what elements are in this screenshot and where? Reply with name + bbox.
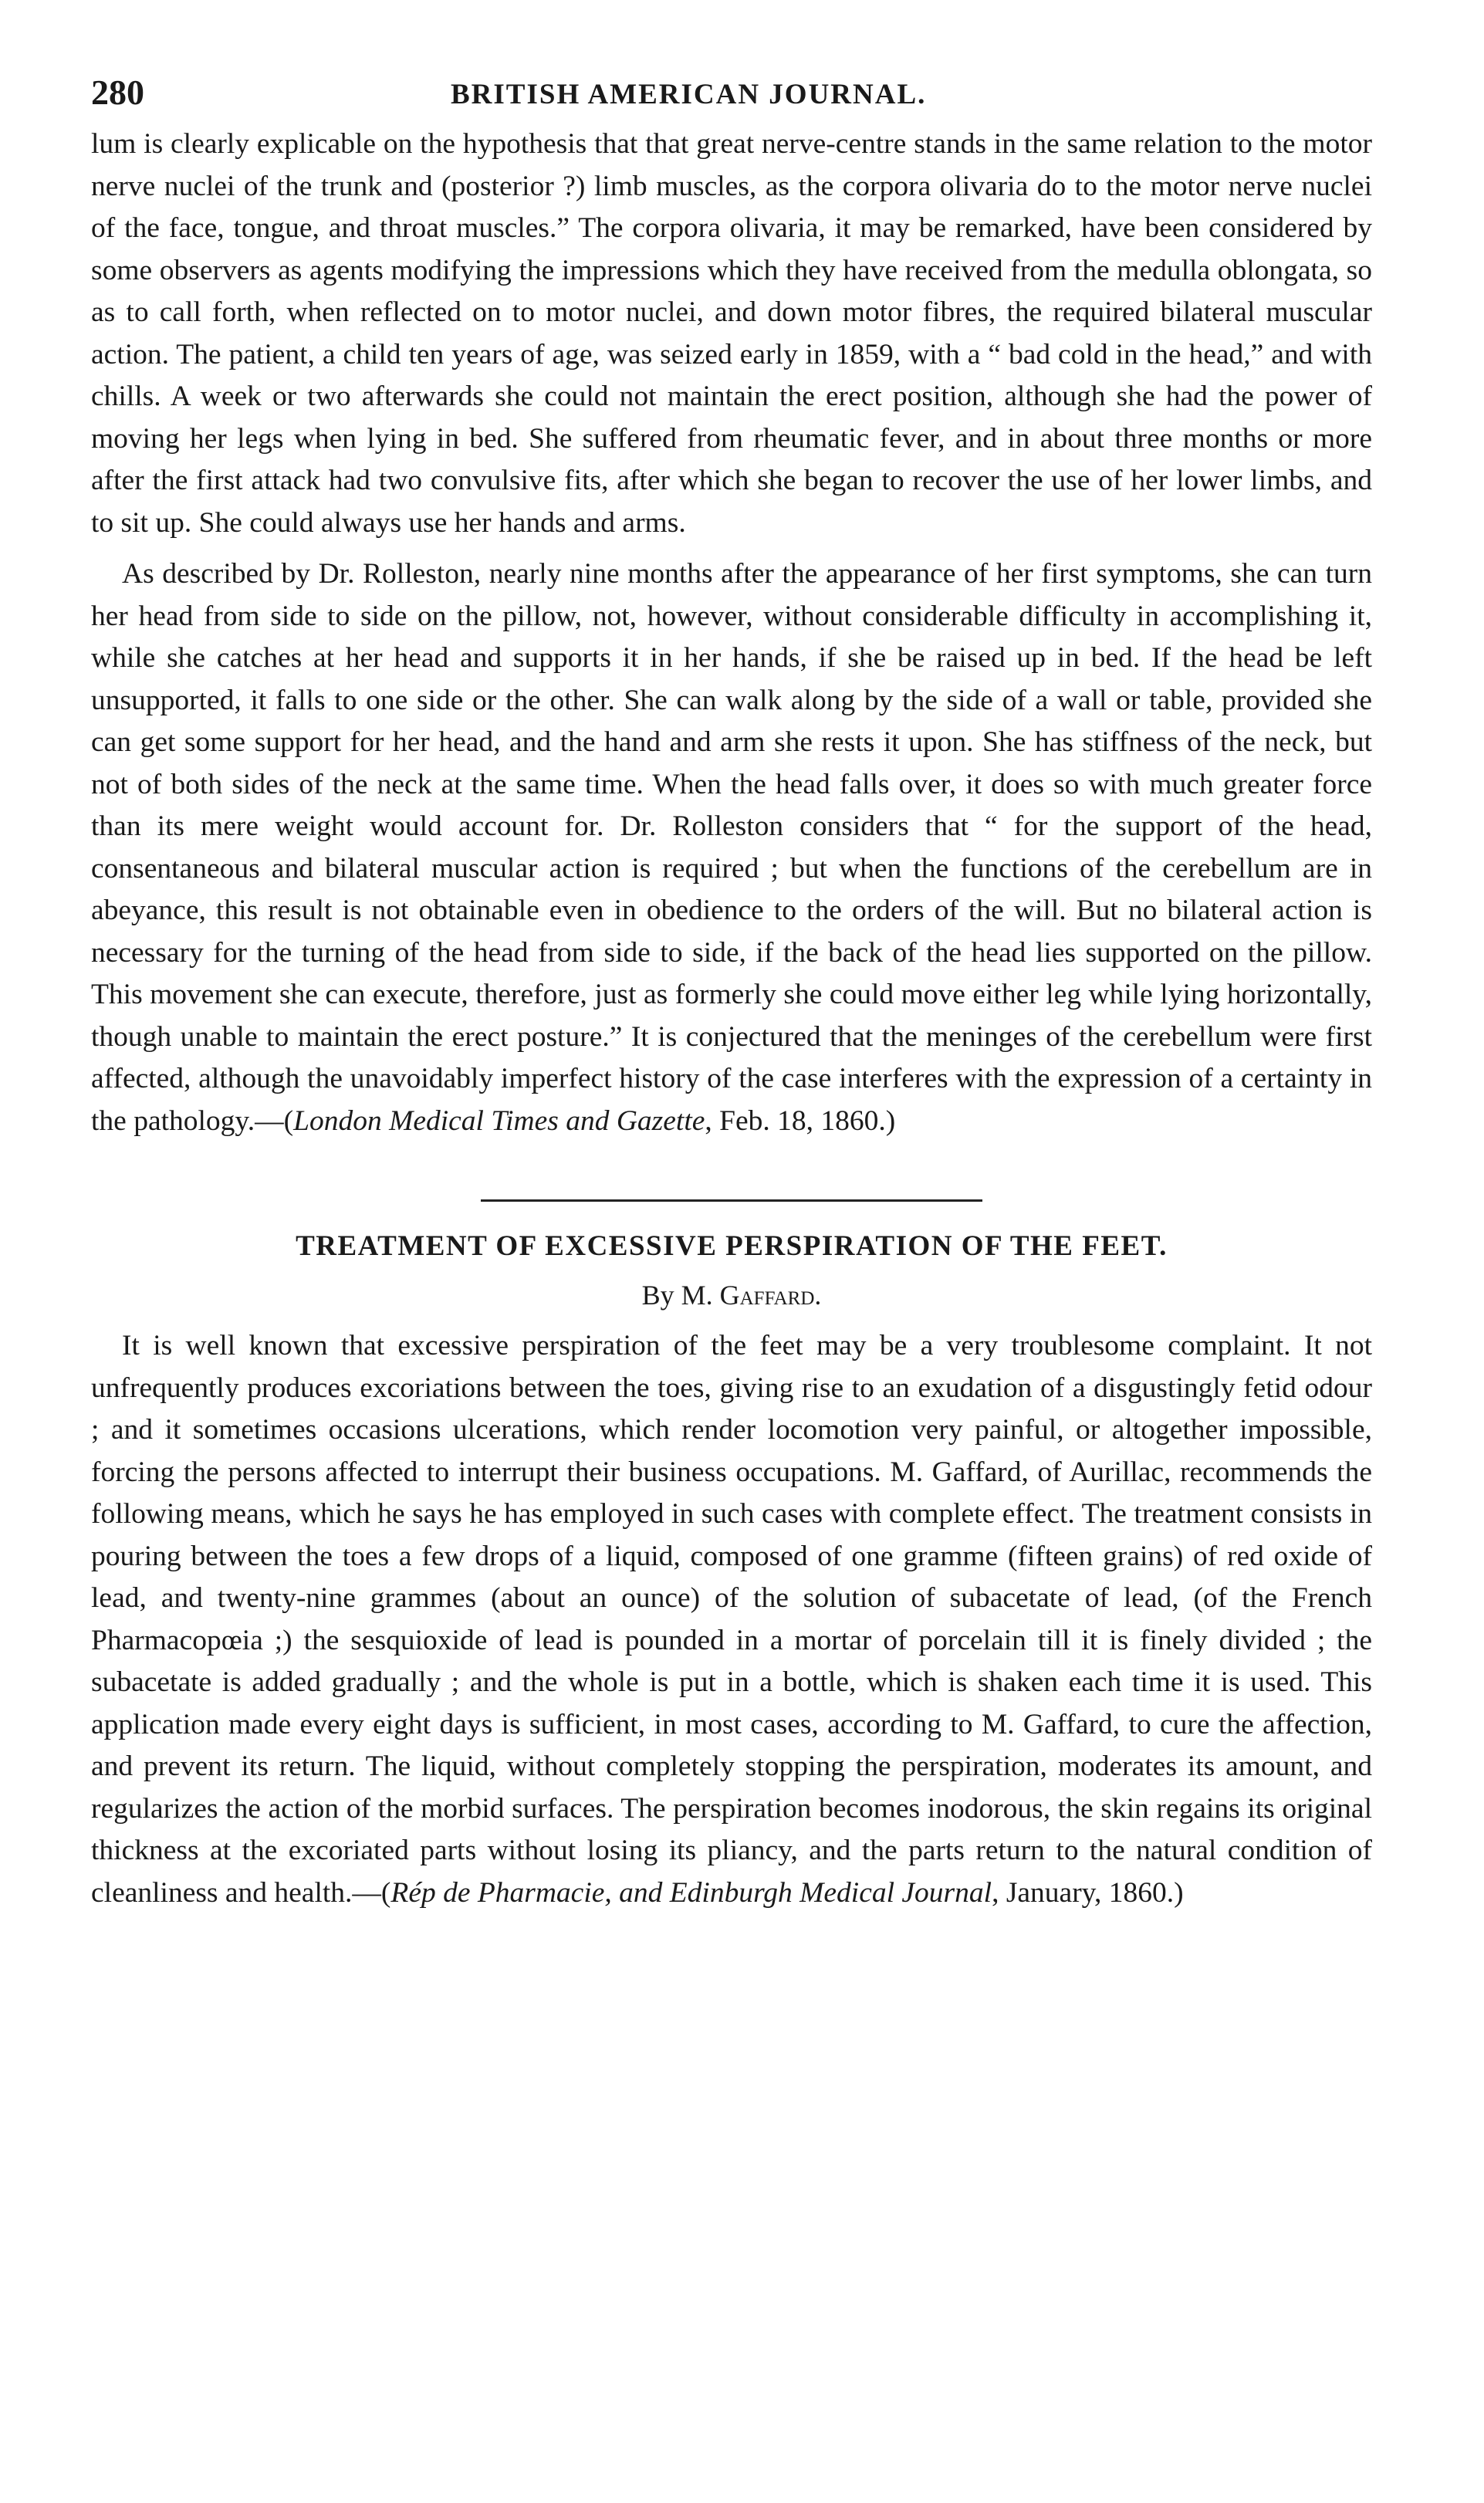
- article-perspiration-treatment: [91, 1225, 1372, 1914]
- page-number: 280: [91, 73, 144, 112]
- article2-paragraph-1: [91, 1325, 1372, 1914]
- byline-author: Gaffard.: [719, 1280, 822, 1311]
- article1-citation-date: , Feb. 18, 1860.): [705, 1104, 896, 1137]
- article1-paragraph-1: [91, 123, 1372, 544]
- section-divider: [481, 1199, 982, 1202]
- article2-citation-date: , January, 1860.): [992, 1876, 1184, 1909]
- journal-title: BRITISH AMERICAN JOURNAL.: [451, 79, 927, 110]
- article-cerebellum-case: [91, 123, 1372, 1142]
- article2-citation-source: Rép de Pharmacie, and Edinburgh Medical Journal: [390, 1876, 992, 1909]
- running-head: [91, 69, 1372, 123]
- byline-prefix: By M.: [641, 1280, 720, 1311]
- journal-page: [91, 69, 1372, 1914]
- article2-byline: [91, 1273, 1372, 1317]
- article1-paragraph-2-text: As described by Dr. Rolleston, nearly nine months after the appearance of her first symptoms, she can turn her head from side to side on the pillow, not, however, without considerable difficulty in accomplishing it, while she catches at her head and supports it in her hands, if she be raised up in bed. If the head be left unsupported, it falls to one side or the other. She can walk along by the side of a wall or table, provided she can get some support for her head, and the hand and arm she rests it upon. She has stiffness of the neck, but not of both sides of the neck at the same time. When the head falls over, it does so with much greater force than its mere weight would account for. Dr. Rolleston considers that “ for the support of the head, consentaneous and bilateral muscular action is required ; but when the functions of the cerebellum are in abeyance, this result is not obtainable even in obedience to the orders of the will. But no bilateral action is necessary for the turning of the head from side to side, if the back of the head lies supported on the pillow. This movement she can execute, therefore, just as formerly she could move either leg while lying horizontally, though unable to maintain the erect posture.” It is conjectured that the meninges of the cerebellum were first affected, although the unavoidably imperfect history of the case interferes with the expression of a certainty in the pathology.—(: [91, 558, 1372, 1137]
- article1-paragraph-2: [91, 553, 1372, 1142]
- article1-citation-source: London Medical Times and Gazette: [293, 1104, 705, 1137]
- article2-paragraph-1-text: It is well known that excessive perspiration of the feet may be a very troublesome complaint. It not unfrequently produces excoriations between the toes, giving rise to an exudation of a disgustingly fetid odour ; and it sometimes occasions ulcerations, which render locomotion very painful, or altogether impossible, forcing the persons affected to interrupt their business occupations. M. Gaffard, of Aurillac, recommends the following means, which he says he has employed in such cases with complete effect. The treatment consists in pouring between the toes a few drops of a liquid, composed of one gramme (fifteen grains) of red oxide of lead, and twenty-nine grammes (about an ounce) of the solution of subacetate of lead, (of the French Pharmacopœia ;) the sesquioxide of lead is pounded in a mortar of porcelain till it is finely divided ; the subacetate is added gradually ; and the whole is put in a bottle, which is shaken each time it is used. This application made every eight days is sufficient, in most cases, according to M. Gaffard, to cure the affection, and prevent its return. The liquid, without completely stopping the perspiration, moderates its amount, and regularizes the action of the morbid surfaces. The perspiration becomes inodorous, the skin regains its original thickness at the excoriated parts without losing its pliancy, and the parts return to the natural condition of cleanliness and health.—(: [91, 1330, 1372, 1909]
- article2-title: TREATMENT OF EXCESSIVE PERSPIRATION OF THE FEET.: [296, 1230, 1168, 1262]
- article1-paragraph-1-text: lum is clearly explicable on the hypothesis that that great nerve-centre stands in the same relation to the motor nerve nuclei of the trunk and (posterior ?) limb muscles, as the corpora olivaria do to the motor nerve nuclei of the face, tongue, and throat muscles.” The corpora olivaria, it may be remarked, have been considered by some observers as agents modifying the impressions which they have received from the medulla oblongata, so as to call forth, when reflected on to motor nuclei, and down motor fibres, the required bilateral muscular action. The patient, a child ten years of age, was seized early in 1859, with a “ bad cold in the head,” and with chills. A week or two afterwards she could not maintain the erect position, although she had the power of moving her legs when lying in bed. She suffered from rheumatic fever, and in about three months or more after the first attack had two convulsive fits, after which she began to recover the use of her lower limbs, and to sit up. She could always use her hands and arms.: [91, 128, 1372, 539]
